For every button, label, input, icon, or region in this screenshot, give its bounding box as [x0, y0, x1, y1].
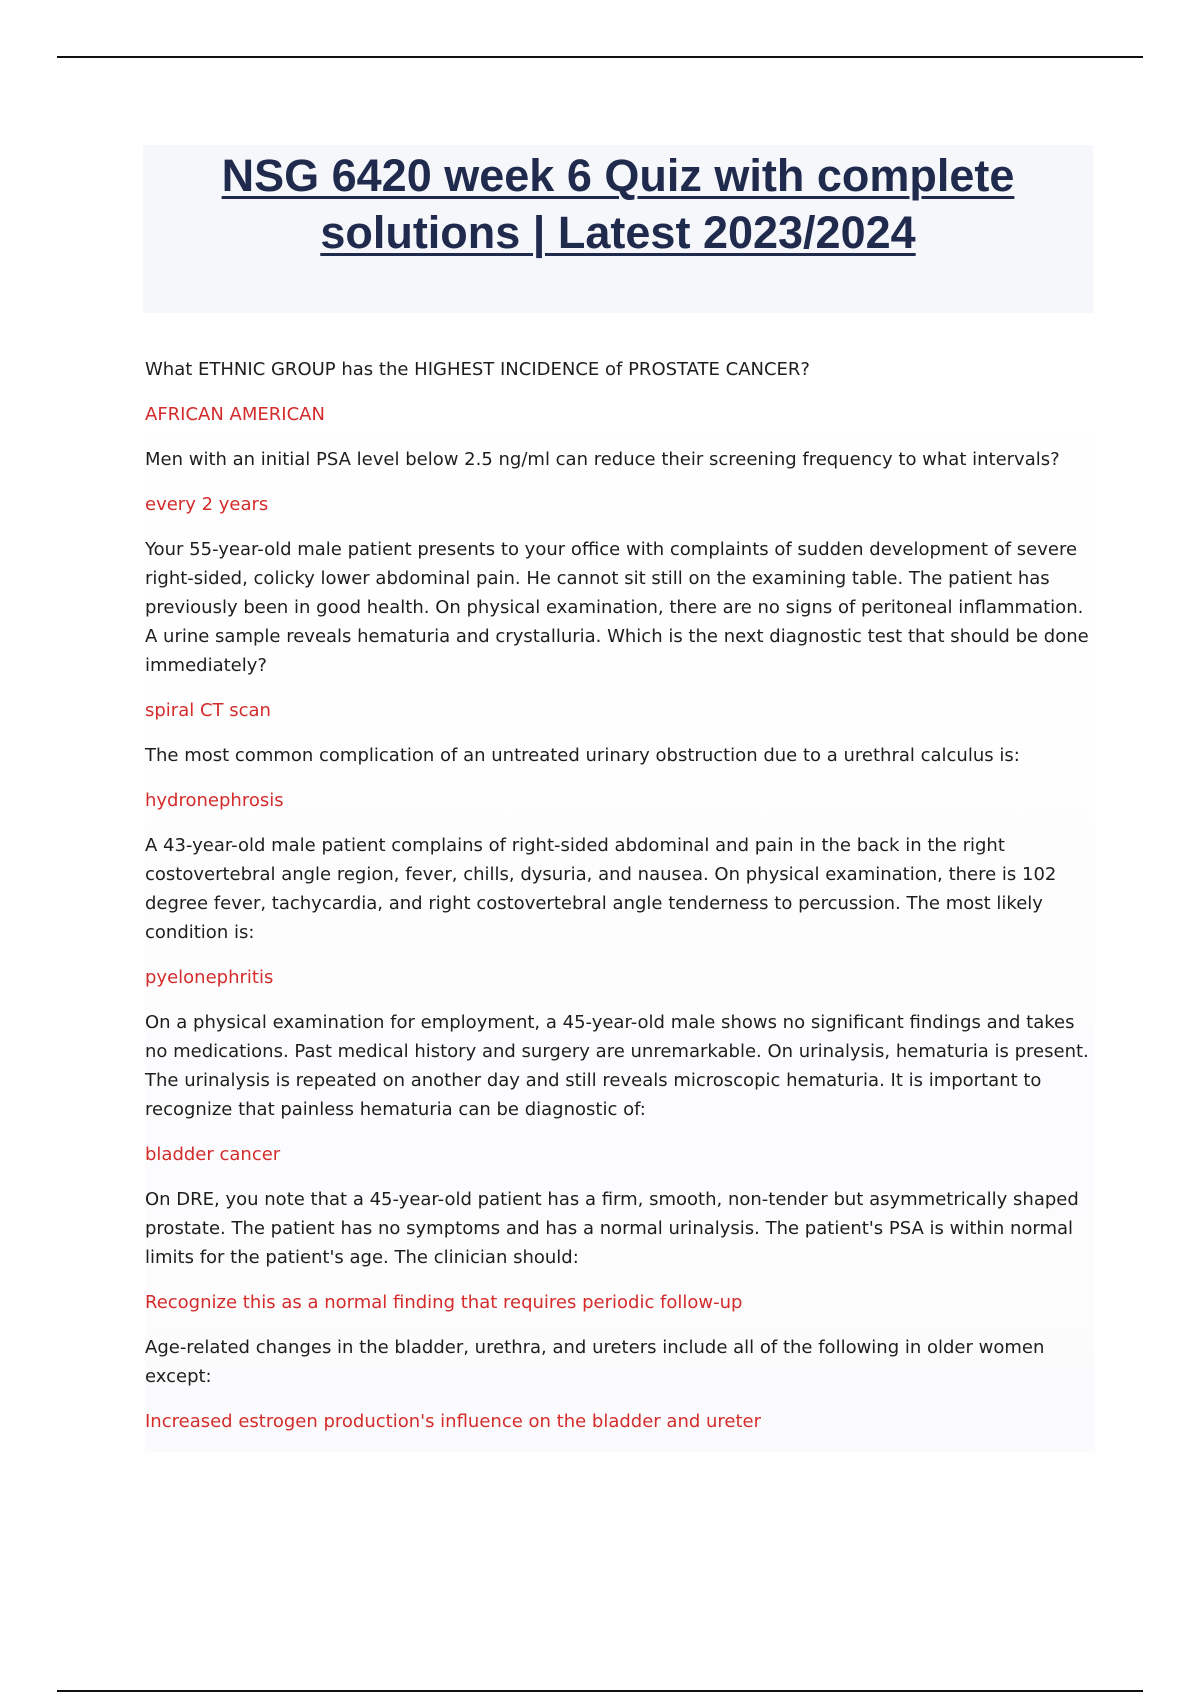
document-title: NSG 6420 week 6 Quiz with complete solutions | Latest 2023/2024 [221, 150, 1015, 258]
question-4: The most common complication of an untreated urinary obstruction due to a urethral calculus is: [145, 745, 1020, 766]
answer-8: Increased estrogen production's influence on the bladder and ureter [145, 1411, 762, 1432]
question-7: On DRE, you note that a 45-year-old patient has a firm, smooth, non-tender but asymmetrically shaped prostate. The patient has no symptoms and has a normal urinalysis. The patient's PSA is within normal limits for the patient's age. The clinician should: [145, 1189, 1079, 1268]
answer-2: every 2 years [145, 494, 269, 515]
answer-4: hydronephrosis [145, 790, 284, 811]
answer-6: bladder cancer [145, 1144, 281, 1165]
answer-1: AFRICAN AMERICAN [145, 404, 325, 425]
question-8: Age-related changes in the bladder, urethra, and ureters include all of the following in older women except: [145, 1337, 1045, 1387]
question-6: On a physical examination for employment, a 45-year-old male shows no significant findings and takes no medications. Past medical history and surgery are unremarkable. On urinalysis, hematuria is present. The urinalysis is repeated on another day and still reveals microscopic hematuria. It is important to recognize that painless hematuria can be diagnostic of: [145, 1012, 1089, 1120]
answer-7: Recognize this as a normal finding that requires periodic follow-up [145, 1292, 743, 1313]
answer-3: spiral CT scan [145, 700, 271, 721]
title-banner [143, 145, 1093, 313]
bottom-divider [57, 1690, 1143, 1692]
top-divider [57, 56, 1143, 58]
question-5: A 43-year-old male patient complains of right-sided abdominal and pain in the back in the right costovertebral angle region, fever, chills, dysuria, and nausea. On physical examination, there is 102 degree fever, tachycardia, and right costovertebral angle tenderness to percussion. The most likely condition is: [145, 835, 1057, 943]
answer-5: pyelonephritis [145, 967, 274, 988]
qa-content [145, 355, 1095, 1452]
question-3: Your 55-year-old male patient presents to your office with complaints of sudden development of severe right-sided, colicky lower abdominal pain. He cannot sit still on the examining table. The patient has previously been in good health. On physical examination, there are no signs of peritoneal inflammation. A urine sample reveals hematuria and crystalluria. Which is the next diagnostic test that should be done immediately? [145, 539, 1089, 676]
question-2: Men with an initial PSA level below 2.5 ng/ml can reduce their screening frequency to what intervals? [145, 449, 1060, 470]
question-1: What ETHNIC GROUP has the HIGHEST INCIDENCE of PROSTATE CANCER? [145, 359, 810, 380]
